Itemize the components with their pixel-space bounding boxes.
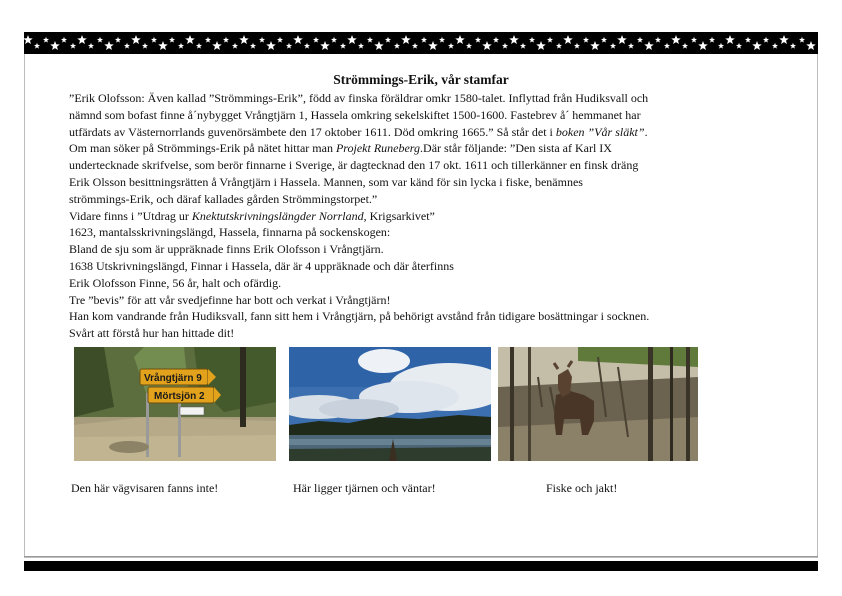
star-mark [574, 43, 580, 49]
star-mark [709, 37, 715, 43]
star-mark [421, 37, 427, 43]
text-run: Han kom vandrande från Hudiksvall, fann sitt hem i Vrångtjärn, på behörigt avstånd från tidigare bosättningar i socknen. [69, 309, 650, 324]
star-mark [131, 35, 141, 44]
star-mark [736, 43, 742, 49]
star-mark [205, 37, 211, 43]
bottom-rule [24, 556, 818, 557]
text-run: Vidare finns i ”Utdrag ur [69, 208, 192, 223]
star-pattern-icon [24, 34, 818, 52]
text-run: nämnd som bofast finne å´nybygget Vrångtjärn 1, Hassela omkring sekelskiftet 1500-1600. Fastebrev å´ hemmanet har [69, 107, 641, 122]
body-line [69, 208, 789, 225]
text-run: Om man söker på Strömmings-Erik på nätet hittar man [69, 141, 336, 156]
star-mark [313, 37, 319, 43]
italic-reference: Knektutskrivningslängder Norrland [191, 208, 364, 223]
bottom-bar [24, 561, 818, 571]
star-mark [277, 37, 283, 43]
star-mark [617, 35, 627, 44]
star-mark [655, 37, 661, 43]
star-mark [601, 37, 607, 43]
photo-moose [498, 347, 698, 461]
star-mark [88, 43, 94, 49]
star-mark [412, 43, 418, 49]
star-mark [509, 35, 519, 44]
body-line [69, 275, 789, 292]
star-mark [97, 37, 103, 43]
text-run: .Där står följande: ”Den sista af Karl IX [420, 141, 612, 156]
text-run: undertecknade skrifvelse, som berör finnarne i Sverige, är dagtecknad den 17 okt. 1611 och tillerkänner en finsk dräng [69, 158, 639, 173]
star-mark [142, 43, 148, 49]
star-mark [590, 41, 600, 50]
star-mark [691, 37, 697, 43]
text-run: Erik Olsson besittningsrätten å Vrångtjärn i Hassela. Mannen, som var känd för sin lycka i fiske, benämnes [69, 174, 583, 189]
star-mark [610, 43, 616, 49]
body-line [69, 292, 789, 309]
star-mark [806, 41, 816, 50]
star-mark [401, 35, 411, 44]
text-run: . [644, 124, 648, 139]
star-mark [698, 41, 708, 50]
body-line [69, 90, 789, 107]
star-mark [169, 37, 175, 43]
star-mark [304, 43, 310, 49]
star-mark [124, 43, 130, 49]
star-mark [772, 43, 778, 49]
star-mark [185, 35, 195, 44]
star-mark [250, 43, 256, 49]
text-run: ”Erik Olofsson: Även kallad ”Strömmings-Erik”, född av finska föräldrar omkr 1580-talet. Inflyttad från Hudiksvall och [69, 91, 649, 105]
star-mark [196, 43, 202, 49]
body-line [69, 107, 789, 124]
sign-label-1: Vrångtjärn 9 [144, 373, 202, 384]
star-mark [664, 43, 670, 49]
body-line [69, 224, 789, 241]
star-mark [34, 43, 40, 49]
star-mark [320, 41, 330, 50]
star-mark [466, 43, 472, 49]
star-mark [374, 41, 384, 50]
body-line [69, 191, 789, 208]
star-mark [563, 35, 573, 44]
star-mark [394, 43, 400, 49]
star-mark [790, 43, 796, 49]
star-mark [212, 41, 222, 50]
text-run: Bland de sju som är uppräknade finns Erik Olofsson i Vrångtjärn. [69, 242, 384, 257]
caption-moose: Fiske och jakt! [546, 481, 618, 495]
star-mark [61, 37, 67, 43]
star-mark [763, 37, 769, 43]
star-mark [259, 37, 265, 43]
star-mark [529, 37, 535, 43]
star-mark [266, 41, 276, 50]
star-mark [340, 43, 346, 49]
star-mark [718, 43, 724, 49]
star-mark [493, 37, 499, 43]
star-mark [223, 37, 229, 43]
star-mark [583, 37, 589, 43]
caption-lake: Här ligger tjärnen och väntar! [293, 481, 436, 495]
star-mark [428, 41, 438, 50]
body-line [69, 124, 789, 141]
star-mark [439, 37, 445, 43]
star-mark [455, 35, 465, 44]
star-mark [385, 37, 391, 43]
star-mark [286, 43, 292, 49]
italic-reference: Projekt Runeberg [335, 141, 421, 156]
star-mark [178, 43, 184, 49]
text-run: 1623, mantalsskrivningslängd, Hassela, finnarna på sockenskogen: [69, 225, 391, 240]
star-mark [745, 37, 751, 43]
page-title: Strömmings-Erik, vår stamfar [333, 72, 509, 87]
body-line [69, 308, 789, 325]
caption-road-signs: Den här vägvisaren fanns inte! [71, 481, 219, 495]
star-mark [24, 35, 33, 44]
star-mark [70, 43, 76, 49]
star-mark [158, 41, 168, 50]
text-run: utfärdats av Västernorrlands guvenörsämbete den 17 oktober 1611. Död omkring 1665.” Så står det i [69, 124, 556, 139]
star-mark [232, 43, 238, 49]
star-mark [115, 37, 121, 43]
star-mark [799, 37, 805, 43]
star-mark [482, 41, 492, 50]
star-mark [536, 41, 546, 50]
star-mark [628, 43, 634, 49]
star-mark [547, 37, 553, 43]
star-mark [43, 37, 49, 43]
body-line [69, 157, 789, 174]
text-run: 1638 Utskrivningslängd, Finnar i Hassela, där är 4 uppräknade och där återfinns [69, 258, 454, 273]
star-mark [637, 37, 643, 43]
star-mark [779, 35, 789, 44]
star-mark [293, 35, 303, 44]
text-run: Svårt att förstå hur han hittade dit! [69, 326, 235, 341]
star-mark [367, 37, 373, 43]
star-mark [725, 35, 735, 44]
star-mark [671, 35, 681, 44]
text-run: , Krigsarkivet” [363, 208, 435, 223]
text-run: Tre ”bevis” för att vår svedjefinne har bott och verkat i Vrångtjärn! [69, 292, 391, 307]
star-mark [448, 43, 454, 49]
star-mark [520, 43, 526, 49]
star-mark [347, 35, 357, 44]
body-line [69, 325, 789, 342]
body-line [69, 140, 789, 157]
text-run: Erik Olofsson Finne, 56 år, halt och ofärdig. [69, 275, 282, 290]
star-mark [475, 37, 481, 43]
star-mark [682, 43, 688, 49]
italic-reference: boken ”Vår släkt” [555, 124, 645, 139]
star-mark [104, 41, 114, 50]
star-mark [556, 43, 562, 49]
body-line [69, 241, 789, 258]
star-mark [331, 37, 337, 43]
sign-label-2: Mörtsjön 2 [154, 391, 205, 402]
photo-lake [289, 347, 491, 461]
star-mark [502, 43, 508, 49]
photo-road-signs [74, 347, 276, 461]
star-mark [239, 35, 249, 44]
star-mark [50, 41, 60, 50]
body-text [69, 90, 789, 342]
text-run: strömmings-Erik, och däraf kallades gården Strömmingstorpet.” [69, 191, 378, 206]
star-mark [151, 37, 157, 43]
body-line [69, 258, 789, 275]
star-mark [752, 41, 762, 50]
star-mark [644, 41, 654, 50]
star-mark [77, 35, 87, 44]
star-mark [358, 43, 364, 49]
body-line [69, 174, 789, 191]
star-border-band [24, 32, 818, 54]
